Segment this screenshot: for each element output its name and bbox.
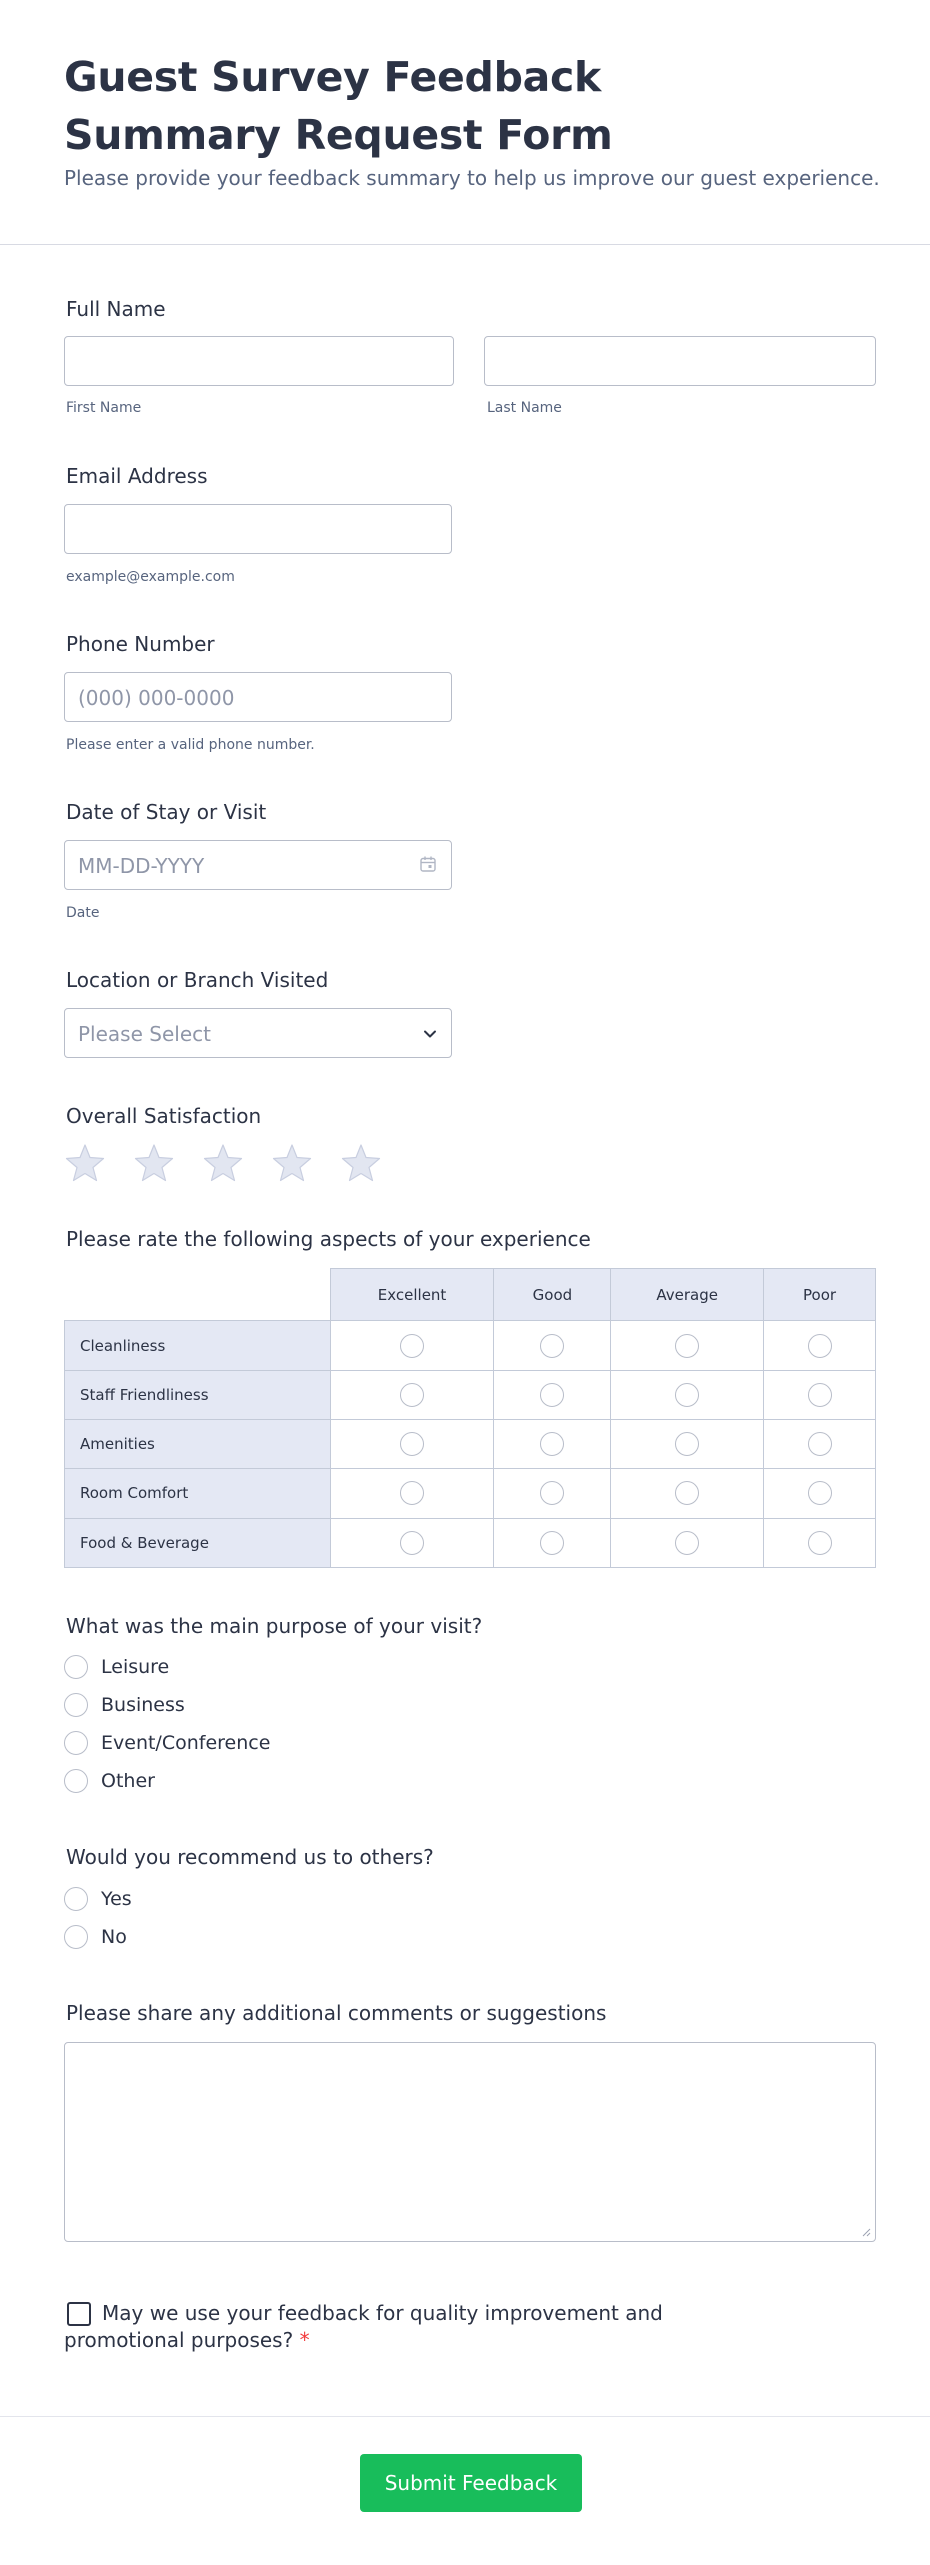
aspects-label: Please rate the following aspects of your experience: [66, 1227, 591, 1251]
resize-handle-icon[interactable]: [861, 2227, 871, 2237]
consent-text: [64, 2300, 764, 2354]
matrix-column-header: Good: [494, 1269, 611, 1321]
calendar-icon[interactable]: [419, 855, 437, 873]
matrix-row-label: Amenities: [65, 1420, 331, 1469]
matrix-radio[interactable]: [540, 1383, 564, 1407]
star-rating[interactable]: [64, 1142, 404, 1184]
matrix-radio[interactable]: [400, 1383, 424, 1407]
email-input[interactable]: [64, 504, 452, 554]
matrix-radio[interactable]: [400, 1334, 424, 1358]
matrix-radio[interactable]: [808, 1383, 832, 1407]
consent-field[interactable]: [64, 2300, 764, 2354]
matrix-column-header: Poor: [764, 1269, 876, 1321]
radio-button[interactable]: [64, 1655, 88, 1679]
location-label: Location or Branch Visited: [66, 968, 329, 992]
radio-button[interactable]: [64, 1925, 88, 1949]
consent-label: May we use your feedback for quality improvement and promotional purposes?: [64, 2301, 663, 2352]
date-sublabel: Date: [66, 905, 100, 921]
matrix-radio[interactable]: [675, 1531, 699, 1555]
matrix-radio[interactable]: [808, 1531, 832, 1555]
matrix-radio[interactable]: [675, 1432, 699, 1456]
matrix-radio[interactable]: [808, 1334, 832, 1358]
last-name-input[interactable]: [484, 336, 876, 386]
aspects-matrix: [64, 1268, 876, 1568]
matrix-radio[interactable]: [675, 1334, 699, 1358]
matrix-row: [65, 1469, 876, 1518]
date-placeholder: MM-DD-YYYY: [78, 854, 205, 878]
matrix-corner: [65, 1269, 331, 1321]
matrix-radio[interactable]: [400, 1531, 424, 1555]
full-name-label: Full Name: [66, 297, 166, 321]
star-icon[interactable]: [202, 1142, 244, 1184]
recommend-label: Would you recommend us to others?: [66, 1845, 434, 1869]
option-label: Yes: [101, 1888, 132, 1910]
matrix-column-header: Excellent: [330, 1269, 494, 1321]
consent-checkbox[interactable]: [67, 2302, 91, 2326]
option-label: Other: [101, 1770, 155, 1792]
matrix-row: [65, 1518, 876, 1567]
first-name-sublabel: First Name: [66, 400, 142, 416]
phone-sublabel: Please enter a valid phone number.: [66, 737, 315, 753]
phone-placeholder: (000) 000-0000: [78, 686, 235, 710]
location-placeholder: Please Select: [78, 1022, 211, 1046]
matrix-column-header: Average: [611, 1269, 764, 1321]
matrix-row-label: Staff Friendliness: [65, 1370, 331, 1419]
matrix-row: [65, 1321, 876, 1370]
star-icon[interactable]: [271, 1142, 313, 1184]
matrix-radio[interactable]: [400, 1432, 424, 1456]
matrix-row-label: Food & Beverage: [65, 1518, 331, 1567]
radio-button[interactable]: [64, 1693, 88, 1717]
phone-label: Phone Number: [66, 632, 215, 656]
matrix-radio[interactable]: [808, 1432, 832, 1456]
matrix-radio[interactable]: [540, 1481, 564, 1505]
radio-button[interactable]: [64, 1887, 88, 1911]
comments-textarea[interactable]: [64, 2042, 876, 2242]
matrix-row: [65, 1370, 876, 1419]
footer-divider: [0, 2416, 930, 2417]
matrix-radio[interactable]: [675, 1481, 699, 1505]
star-icon[interactable]: [340, 1142, 382, 1184]
option-label: Business: [101, 1694, 185, 1716]
email-sublabel: example@example.com: [66, 569, 235, 585]
chevron-down-icon: [421, 1025, 439, 1043]
option-label: Event/Conference: [101, 1732, 271, 1754]
option-label: Leisure: [101, 1656, 170, 1678]
date-label: Date of Stay or Visit: [66, 800, 267, 824]
date-input[interactable]: [64, 840, 452, 890]
matrix-radio[interactable]: [808, 1481, 832, 1505]
form-subtitle: Please provide your feedback summary to help us improve our guest experience.: [64, 166, 880, 190]
matrix-radio[interactable]: [540, 1531, 564, 1555]
first-name-input[interactable]: [64, 336, 454, 386]
satisfaction-label: Overall Satisfaction: [66, 1104, 262, 1128]
phone-input[interactable]: [64, 672, 452, 722]
matrix-row: [65, 1420, 876, 1469]
star-icon[interactable]: [133, 1142, 175, 1184]
form-title: Guest Survey Feedback Summary Request Form: [64, 53, 613, 159]
matrix-radio[interactable]: [675, 1383, 699, 1407]
purpose-label: What was the main purpose of your visit?: [66, 1614, 483, 1638]
matrix-row-label: Room Comfort: [65, 1469, 331, 1518]
radio-button[interactable]: [64, 1769, 88, 1793]
matrix-row-label: Cleanliness: [65, 1321, 331, 1370]
location-select[interactable]: [64, 1008, 452, 1058]
radio-button[interactable]: [64, 1731, 88, 1755]
matrix-radio[interactable]: [540, 1432, 564, 1456]
comments-label: Please share any additional comments or suggestions: [66, 2001, 607, 2025]
required-asterisk: *: [299, 2328, 310, 2352]
last-name-sublabel: Last Name: [487, 400, 562, 416]
matrix-radio[interactable]: [540, 1334, 564, 1358]
email-label: Email Address: [66, 464, 208, 488]
submit-button[interactable]: Submit Feedback: [360, 2454, 582, 2512]
star-icon[interactable]: [64, 1142, 106, 1184]
matrix-radio[interactable]: [400, 1481, 424, 1505]
form-header: [0, 0, 930, 245]
option-label: No: [101, 1926, 127, 1948]
